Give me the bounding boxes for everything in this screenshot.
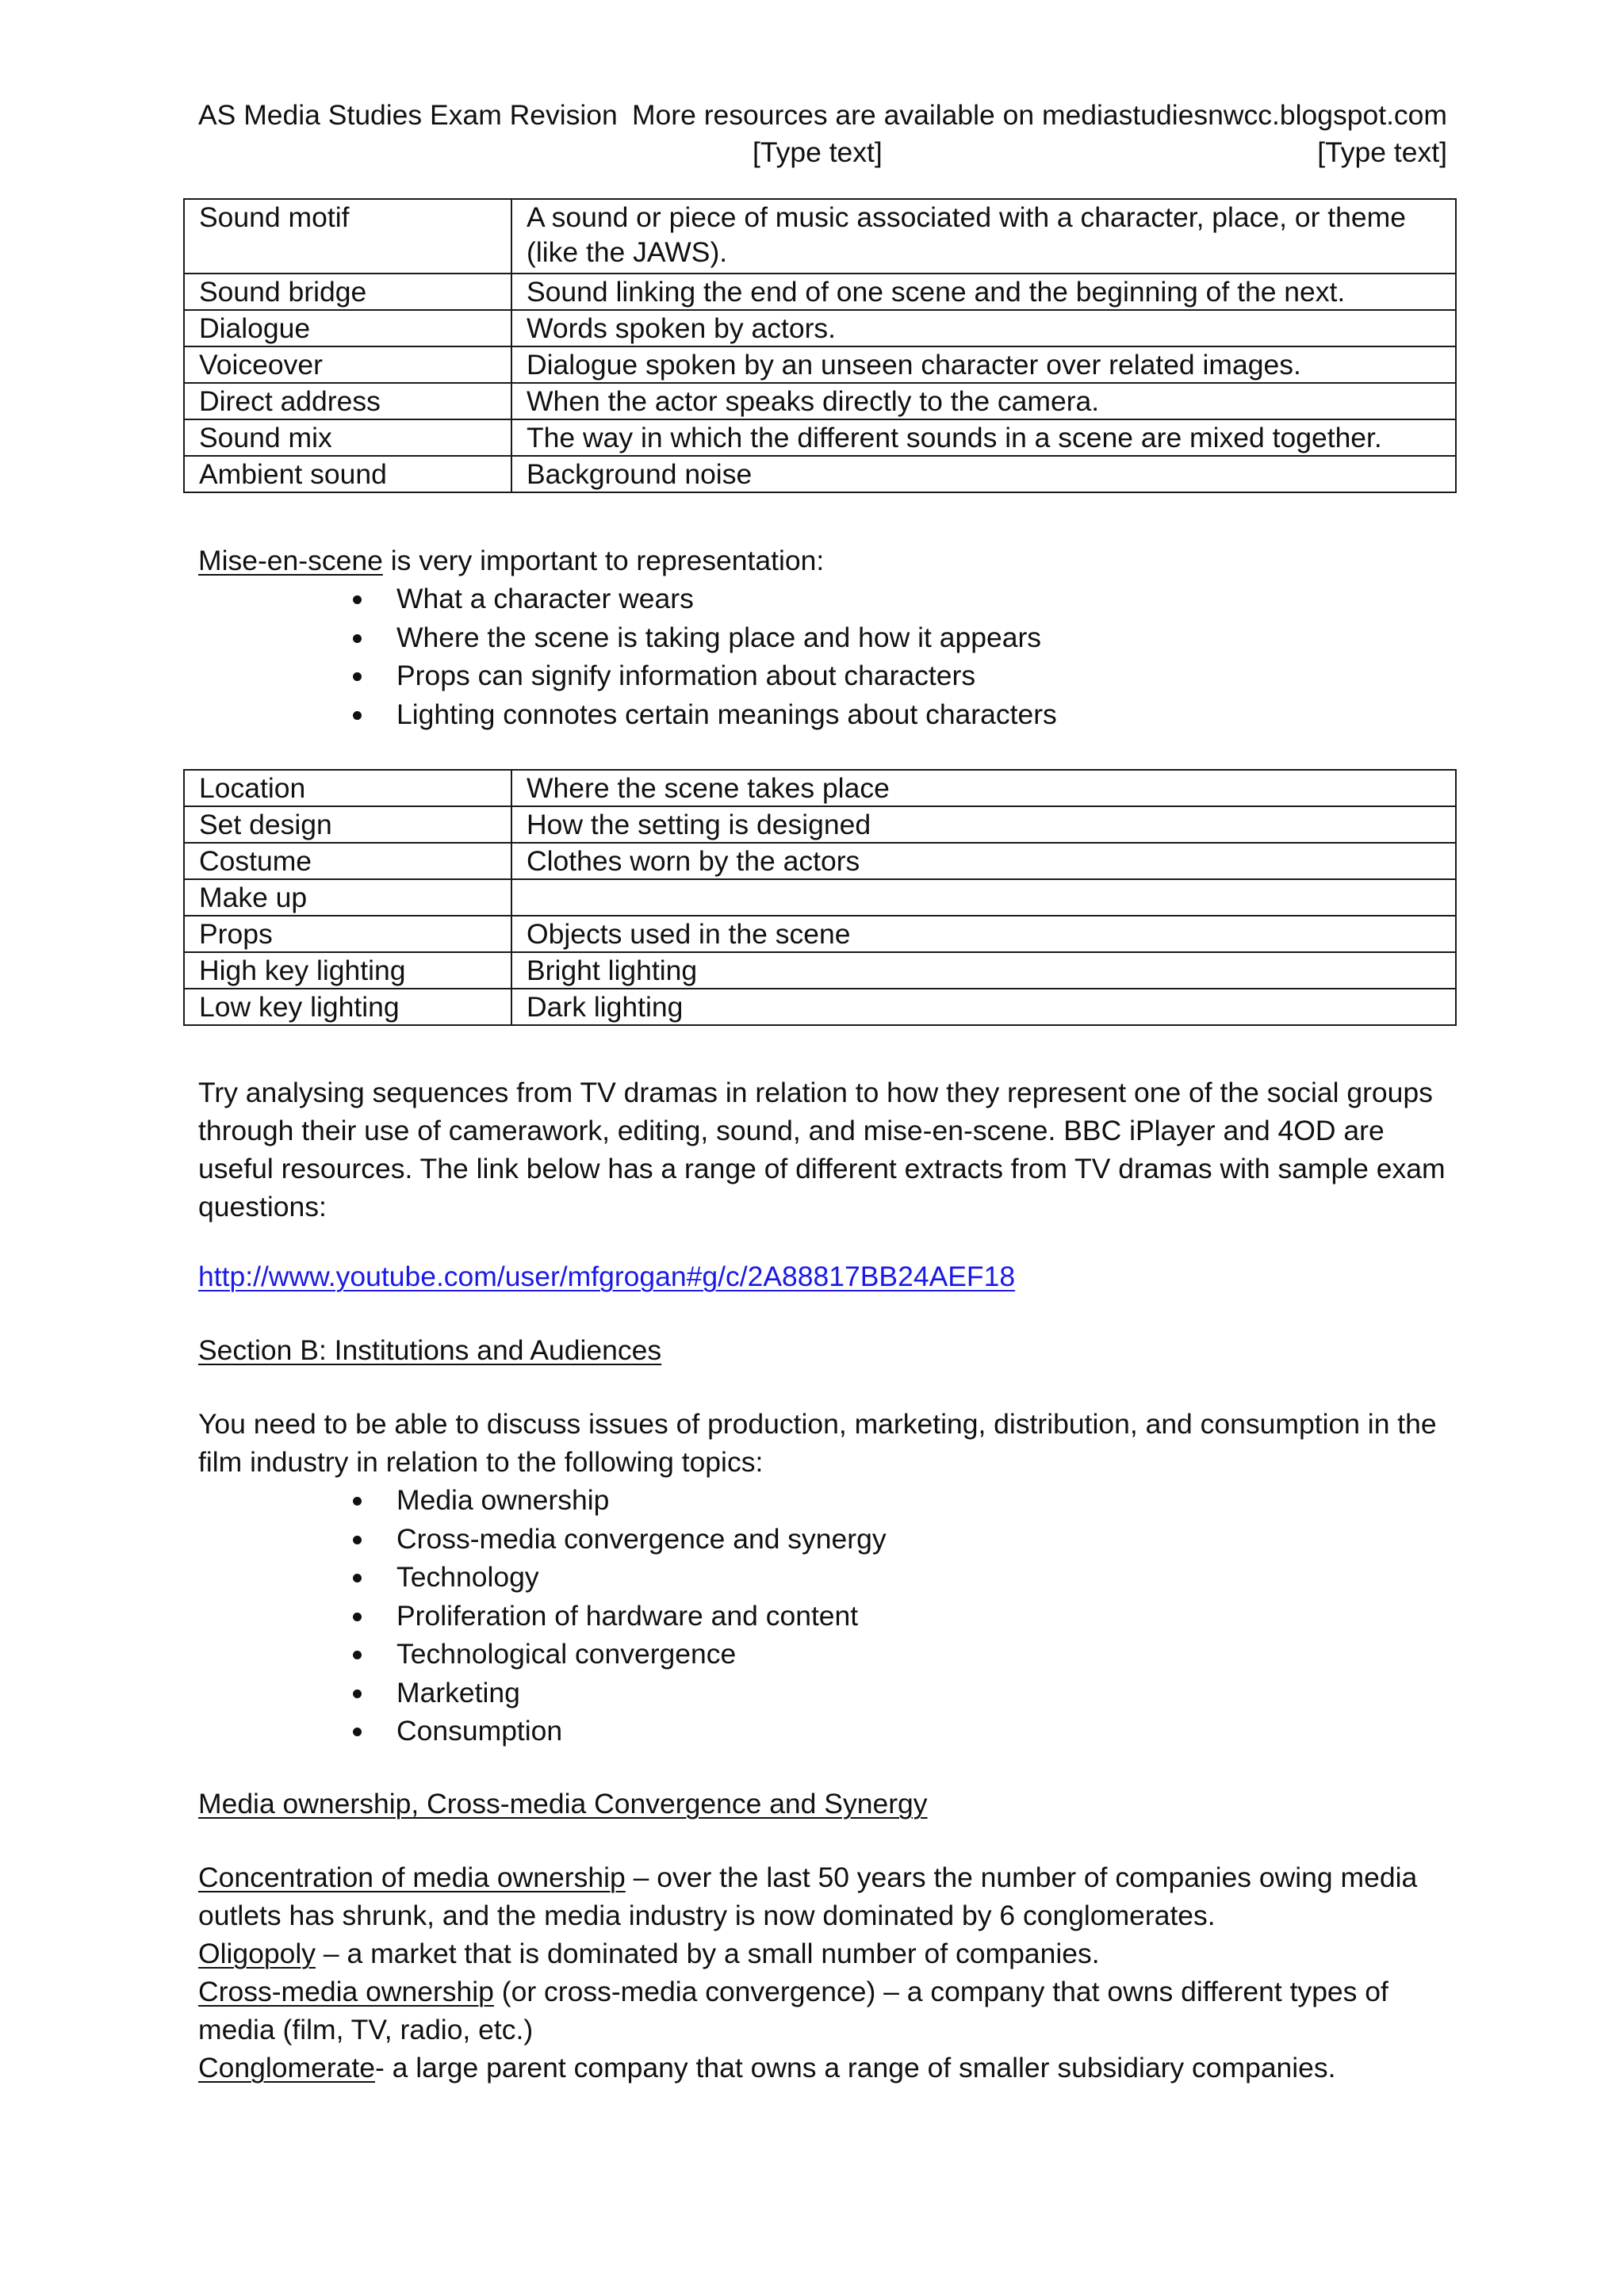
term-cell: Props	[184, 916, 511, 952]
definition-cell: Objects used in the scene	[511, 916, 1456, 952]
oligopoly-term: Oligopoly	[198, 1938, 316, 1969]
table-row	[184, 952, 1456, 989]
table-row	[184, 274, 1456, 310]
definition-cell	[511, 879, 1456, 916]
definition-oligopoly: Oligopoly – a market that is dominated by a small number of companies.	[198, 1938, 1100, 1969]
table-row	[184, 770, 1456, 806]
cross-media-term: Cross-media ownership	[198, 1976, 494, 2007]
sound-terms-table	[183, 198, 1457, 493]
definition-cell: How the setting is designed	[511, 806, 1456, 843]
ownership-heading	[198, 1785, 928, 1823]
youtube-link-line	[198, 1257, 1015, 1295]
definition-concentration: Concentration of media ownership – over the last 50 years the number of companies owing media	[198, 1862, 1418, 1893]
ownership-heading-text: Media ownership, Cross-media Convergence and Synergy	[198, 1788, 928, 1820]
bullet-icon	[353, 711, 362, 720]
definition-line: A sound or piece of music associated with a character, place, or theme	[527, 201, 1406, 233]
analysis-paragraph	[198, 1073, 1446, 1226]
table-row	[184, 346, 1456, 383]
paragraph-line: questions:	[198, 1191, 327, 1223]
table-row	[184, 916, 1456, 952]
term-cell: Dialogue	[184, 310, 511, 346]
header-title: AS Media Studies Exam Revision	[198, 99, 618, 131]
concentration-term: Concentration of media ownership	[198, 1862, 626, 1893]
table-row	[184, 310, 1456, 346]
paragraph-line: film industry in relation to the following topics:	[198, 1446, 764, 1478]
table-row	[184, 989, 1456, 1025]
term-cell: High key lighting	[184, 952, 511, 989]
table-row	[184, 879, 1456, 916]
bullet-icon	[353, 1536, 362, 1544]
table-row	[184, 383, 1456, 419]
definition-cross-media-cont: media (film, TV, radio, etc.)	[198, 2014, 534, 2045]
definition-cell: Dialogue spoken by an unseen character over related images.	[511, 346, 1456, 383]
definition-cell: Sound linking the end of one scene and the beginning of the next.	[511, 274, 1456, 310]
paragraph-line: You need to be able to discuss issues of production, marketing, distribution, and consumption in the	[198, 1408, 1437, 1440]
definition-line: (like the JAWS).	[527, 236, 728, 268]
definition-cell: Dark lighting	[511, 989, 1456, 1025]
definition-cell: Words spoken by actors.	[511, 310, 1456, 346]
header-resources-note: More resources are available on mediastudiesnwcc.blogspot.com	[631, 99, 1447, 131]
definition-cell: Bright lighting	[511, 952, 1456, 989]
section-b-heading-text: Section B: Institutions and Audiences	[198, 1334, 662, 1366]
mise-en-scene-intro	[198, 541, 824, 580]
bullet-icon	[353, 1689, 362, 1698]
term-cell: Costume	[184, 843, 511, 879]
table-row	[184, 199, 1456, 274]
term-cell: Ambient sound	[184, 456, 511, 492]
definition-cross-media: Cross-media ownership (or cross-media convergence) – a company that owns different types of	[198, 1976, 1388, 2007]
section-b-intro	[198, 1405, 1437, 1481]
paragraph-line: Try analysing sequences from TV dramas in relation to how they represent one of the social groups	[198, 1077, 1433, 1108]
header-placeholder-center: [Type text]	[753, 136, 883, 168]
term-cell: Sound mix	[184, 419, 511, 456]
bullet-icon	[353, 1574, 362, 1582]
definition-cell: The way in which the different sounds in a scene are mixed together.	[511, 419, 1456, 456]
definition-cell: Background noise	[511, 456, 1456, 492]
mise-en-scene-table	[183, 769, 1457, 1026]
ownership-definitions	[198, 1858, 1417, 2087]
paragraph-line: useful resources. The link below has a range of different extracts from TV dramas with sample exam	[198, 1153, 1446, 1184]
term-cell: Direct address	[184, 383, 511, 419]
term-cell: Voiceover	[184, 346, 511, 383]
mise-en-scene-term: Mise-en-scene	[198, 545, 383, 576]
bullet-icon	[353, 1613, 362, 1621]
youtube-link[interactable]: http://www.youtube.com/user/mfgrogan#g/c/2A88817BB24AEF18	[198, 1261, 1016, 1292]
term-cell: Low key lighting	[184, 989, 511, 1025]
term-cell: Make up	[184, 879, 511, 916]
header-placeholder-right: [Type text]	[1317, 136, 1447, 168]
bullet-icon	[353, 1728, 362, 1736]
definition-cell: When the actor speaks directly to the camera.	[511, 383, 1456, 419]
bullet-icon	[353, 1651, 362, 1659]
term-cell: Sound motif	[184, 199, 511, 274]
term-cell: Set design	[184, 806, 511, 843]
definition-cell: Clothes worn by the actors	[511, 843, 1456, 879]
definition-cell: Where the scene takes place	[511, 770, 1456, 806]
term-cell: Sound bridge	[184, 274, 511, 310]
definition-concentration-cont: outlets has shrunk, and the media industry is now dominated by 6 conglomerates.	[198, 1900, 1216, 1931]
bullet-icon	[353, 1497, 362, 1506]
definition-conglomerate: Conglomerate- a large parent company that owns a range of smaller subsidiary companies.	[198, 2052, 1336, 2084]
mise-en-scene-intro-text: is very important to representation:	[382, 545, 825, 576]
table-row	[184, 419, 1456, 456]
conglomerate-term: Conglomerate	[198, 2052, 375, 2084]
table-row	[184, 843, 1456, 879]
definition-cell	[511, 199, 1456, 274]
bullet-icon	[353, 634, 362, 643]
bullet-icon	[353, 595, 362, 604]
paragraph-line: through their use of camerawork, editing, sound, and mise-en-scene. BBC iPlayer and 4OD are	[198, 1115, 1385, 1146]
term-cell: Location	[184, 770, 511, 806]
document-page: AS Media Studies Exam Revision More resources are available on mediastudiesnwcc.blogspot.com [Type text] [Type text] Sound motif A sound or piece of music associated with a character, place, or theme (like the JAWS). Sound bridge Sound linking the end of one scene and the beginning of the next. Dialogue Words spoken by actors. Voiceover Dialogue spoken by an unseen character over related images. Direct address When the actor speaks directly to the camera. Sound mix The way in which the different sounds in a scene are mixed together. Ambient sound Background noise Mise-en-scene is very important to representation: What a character wears Where the scene is taking place and how it appears Props can signify information about characters Lighting connotes certain meanings about characters Location Where the scene takes place Set design How the setting is designed Costume Clothes worn by the actors Make up Props Objects used in the scene High key lighting Bright lighting Low key lighting Dark lighting Try analysing sequences from TV dramas in relation to how they represent one of the social groups through their use of camerawork, editing, sound, and mise-en-scene. BBC iPlayer and 4OD are useful resources. The link below has a range of different extracts from TV dramas with sample exam questions: http://www.youtube.com/user/mfgrogan#g/c/2A88817BB24AEF18 Section B: Institutions and Audiences You need to be able to discuss issues of production, marketing, distribution, and consumption in the film industry in relation to the following topics: Media ownership Cross-media convergence and synergy Technology Proliferation of hardware and content Technological convergence Marketing Consumption Media ownership, Cross-media Convergence and Synergy Concentration of media ownership – over the last 50 years the number of companies owing media outlets has shrunk, and the media industry is now dominated by 6 conglomerates. Oligopoly – a market that is dominated by a small number of companies. Cross-media ownership (or cross-media convergence) – a company that owns different types of media (film, TV, radio, etc.) Conglomerate- a large parent company that owns a range of smaller subsidiary companies.	[0, 0, 1624, 2296]
table-row	[184, 456, 1456, 492]
bullet-icon	[353, 672, 362, 681]
section-b-heading	[198, 1331, 661, 1369]
table-row	[184, 806, 1456, 843]
